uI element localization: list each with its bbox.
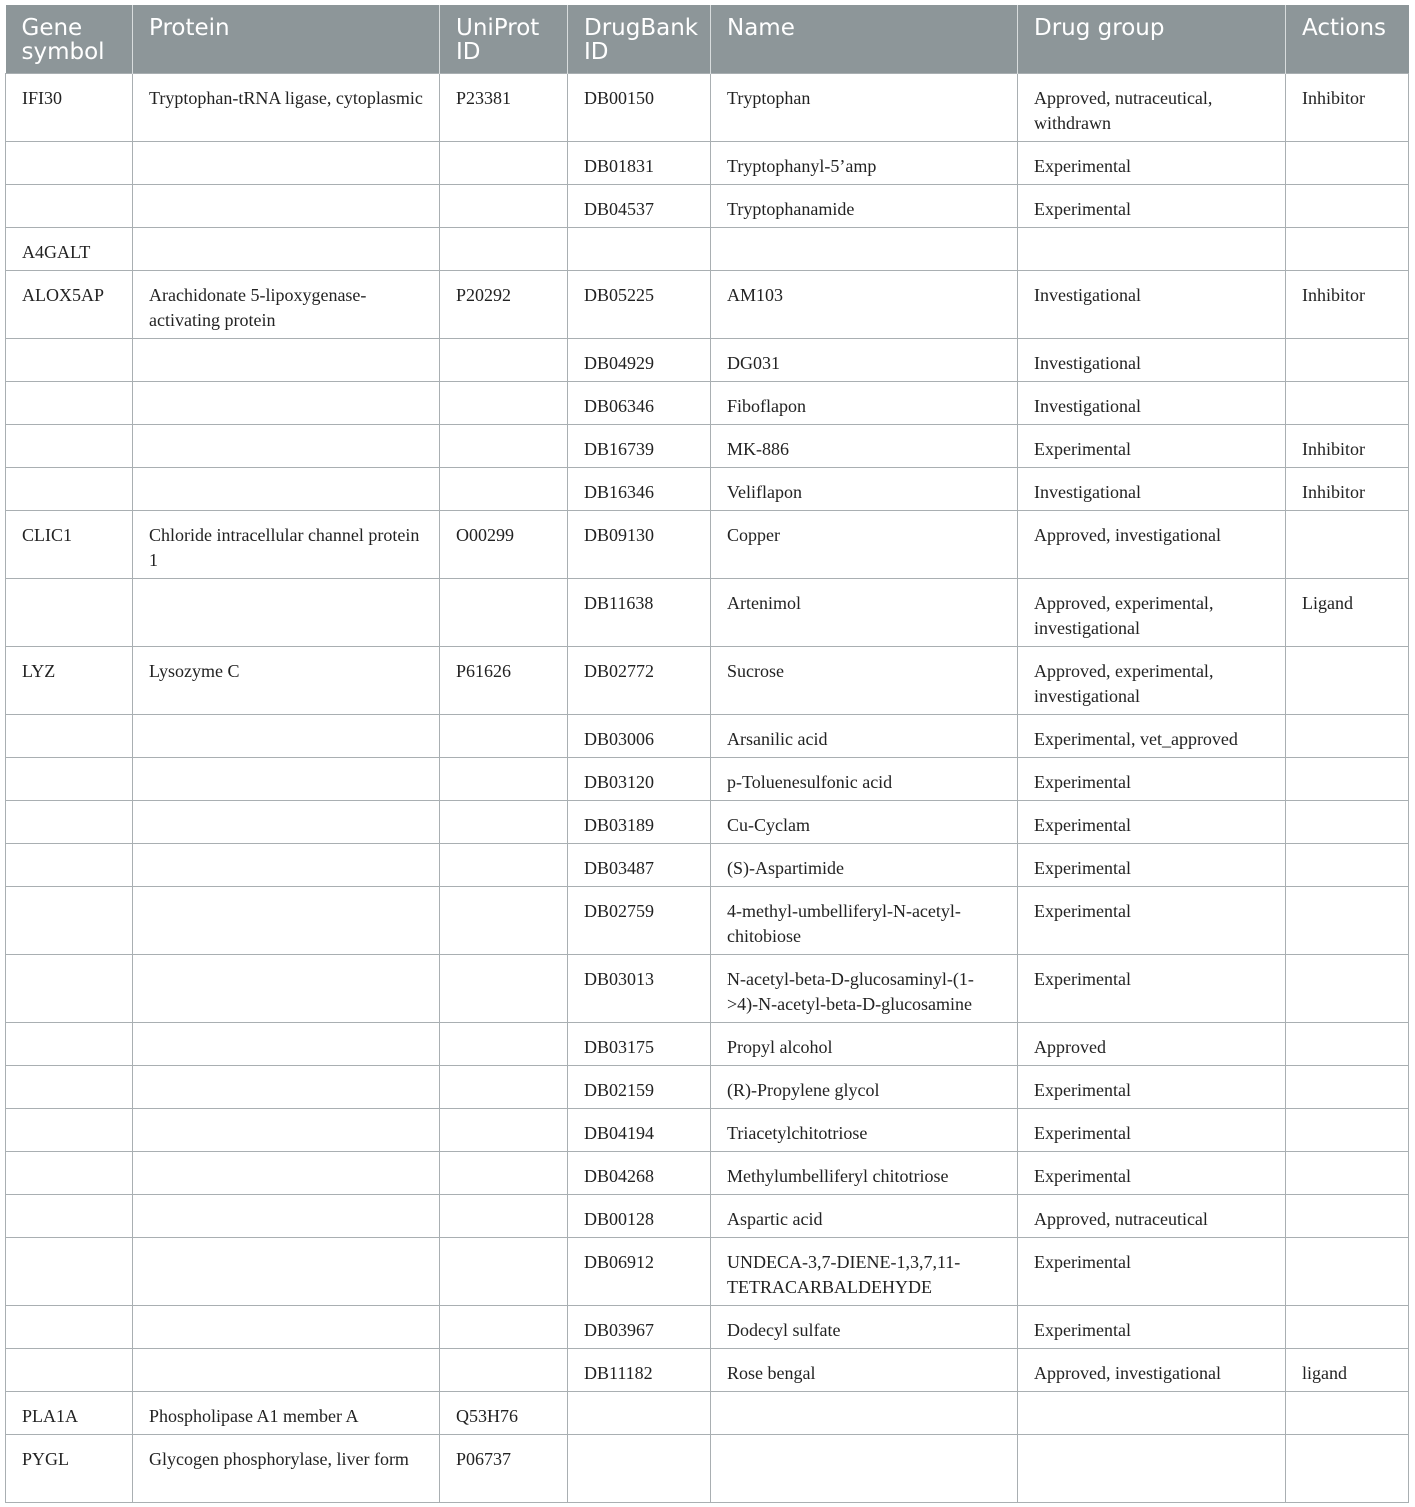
protein-cell: Glycogen phosphorylase, liver form: [133, 1435, 440, 1503]
uniprot-id-cell: P61626: [440, 647, 568, 715]
drug-group-cell: Experimental: [1018, 758, 1286, 801]
action-cell: [1286, 1023, 1409, 1066]
gene-symbol-cell: LYZ: [6, 647, 133, 715]
table-row: [6, 425, 1409, 468]
protein-cell: [133, 1066, 440, 1109]
drug-name-cell: DG031: [711, 339, 1018, 382]
action-cell: [1286, 228, 1409, 271]
drugbank-id-cell: DB16346: [568, 468, 711, 511]
protein-cell: [133, 887, 440, 955]
table-row: [6, 271, 1409, 339]
action-cell: [1286, 1109, 1409, 1152]
uniprot-id-cell: Q53H76: [440, 1392, 568, 1435]
uniprot-id-cell: [440, 185, 568, 228]
drug-group-cell: Experimental, vet_approved: [1018, 715, 1286, 758]
protein-cell: Phospholipase A1 member A: [133, 1392, 440, 1435]
drug-group-cell: [1018, 1435, 1286, 1503]
drugbank-id-cell: DB03006: [568, 715, 711, 758]
protein-cell: [133, 382, 440, 425]
table-row: [6, 468, 1409, 511]
action-cell: Ligand: [1286, 579, 1409, 647]
action-cell: [1286, 887, 1409, 955]
drugbank-id-cell: DB11638: [568, 579, 711, 647]
gene-symbol-cell: [6, 887, 133, 955]
drug-group-cell: [1018, 1392, 1286, 1435]
uniprot-id-cell: [440, 339, 568, 382]
table-body: [6, 74, 1409, 1503]
drug-name-cell: Veliflapon: [711, 468, 1018, 511]
uniprot-id-cell: [440, 1023, 568, 1066]
drug-name-cell: p-Toluenesulfonic acid: [711, 758, 1018, 801]
table-row: [6, 887, 1409, 955]
drugbank-id-cell: DB16739: [568, 425, 711, 468]
action-cell: [1286, 1195, 1409, 1238]
action-cell: [1286, 715, 1409, 758]
drug-name-cell: Fiboflapon: [711, 382, 1018, 425]
drug-group-cell: Investigational: [1018, 271, 1286, 339]
drug-group-cell: Approved, nutraceutical: [1018, 1195, 1286, 1238]
gene-symbol-cell: [6, 468, 133, 511]
table-row: [6, 511, 1409, 579]
action-cell: [1286, 142, 1409, 185]
gene-symbol-cell: [6, 1023, 133, 1066]
header-name: Name: [711, 5, 1018, 74]
drug-name-cell: Tryptophan: [711, 74, 1018, 142]
drugbank-id-cell: DB11182: [568, 1349, 711, 1392]
drugbank-id-cell: DB04929: [568, 339, 711, 382]
drugbank-id-cell: DB01831: [568, 142, 711, 185]
gene-symbol-cell: [6, 1066, 133, 1109]
drug-group-cell: Investigational: [1018, 339, 1286, 382]
gene-symbol-cell: PLA1A: [6, 1392, 133, 1435]
protein-cell: [133, 844, 440, 887]
gene-symbol-cell: [6, 579, 133, 647]
table-row: [6, 758, 1409, 801]
gene-symbol-cell: [6, 1306, 133, 1349]
drugbank-id-cell: DB03487: [568, 844, 711, 887]
drug-group-cell: Experimental: [1018, 844, 1286, 887]
action-cell: [1286, 185, 1409, 228]
gene-symbol-cell: ALOX5AP: [6, 271, 133, 339]
protein-cell: [133, 185, 440, 228]
protein-cell: [133, 1238, 440, 1306]
drug-name-cell: AM103: [711, 271, 1018, 339]
drugbank-id-cell: DB04268: [568, 1152, 711, 1195]
header-drugbank-id: DrugBank ID: [568, 5, 711, 74]
drug-name-cell: Copper: [711, 511, 1018, 579]
protein-cell: [133, 1152, 440, 1195]
drug-group-cell: Experimental: [1018, 1152, 1286, 1195]
action-cell: Inhibitor: [1286, 468, 1409, 511]
table-row: [6, 1152, 1409, 1195]
uniprot-id-cell: [440, 1238, 568, 1306]
gene-symbol-cell: [6, 382, 133, 425]
drugbank-id-cell: DB03189: [568, 801, 711, 844]
drug-name-cell: UNDECA-3,7-DIENE-1,3,7,11-TETRACARBALDEHYDE: [711, 1238, 1018, 1306]
uniprot-id-cell: P23381: [440, 74, 568, 142]
gene-symbol-cell: [6, 1238, 133, 1306]
gene-symbol-cell: [6, 1195, 133, 1238]
action-cell: [1286, 339, 1409, 382]
table-row: [6, 1195, 1409, 1238]
action-cell: Inhibitor: [1286, 271, 1409, 339]
gene-symbol-cell: [6, 185, 133, 228]
table-row: [6, 382, 1409, 425]
drugbank-id-cell: DB03967: [568, 1306, 711, 1349]
uniprot-id-cell: [440, 1066, 568, 1109]
table-row: [6, 142, 1409, 185]
drug-name-cell: Rose bengal: [711, 1349, 1018, 1392]
uniprot-id-cell: [440, 1306, 568, 1349]
protein-cell: [133, 142, 440, 185]
action-cell: [1286, 758, 1409, 801]
uniprot-id-cell: [440, 1109, 568, 1152]
drug-group-cell: Experimental: [1018, 142, 1286, 185]
protein-cell: [133, 801, 440, 844]
drug-name-cell: N-acetyl-beta-D-glucosaminyl-(1->4)-N-acetyl-beta-D-glucosamine: [711, 955, 1018, 1023]
protein-cell: [133, 339, 440, 382]
protein-cell: Chloride intracellular channel protein 1: [133, 511, 440, 579]
drug-name-cell: Methylumbelliferyl chitotriose: [711, 1152, 1018, 1195]
drugbank-id-cell: DB00128: [568, 1195, 711, 1238]
action-cell: [1286, 511, 1409, 579]
header-actions: Actions: [1286, 5, 1409, 74]
drug-group-cell: Experimental: [1018, 801, 1286, 844]
uniprot-id-cell: [440, 228, 568, 271]
table-row: [6, 579, 1409, 647]
table-row: [6, 1435, 1409, 1503]
gene-symbol-cell: [6, 339, 133, 382]
action-cell: [1286, 1435, 1409, 1503]
uniprot-id-cell: [440, 955, 568, 1023]
table-row: [6, 1238, 1409, 1306]
drug-name-cell: (R)-Propylene glycol: [711, 1066, 1018, 1109]
drug-group-cell: Experimental: [1018, 425, 1286, 468]
gene-symbol-cell: [6, 1109, 133, 1152]
action-cell: Inhibitor: [1286, 425, 1409, 468]
drug-name-cell: Arsanilic acid: [711, 715, 1018, 758]
gene-symbol-cell: [6, 1349, 133, 1392]
protein-cell: [133, 758, 440, 801]
gene-symbol-cell: [6, 758, 133, 801]
table-row: [6, 1306, 1409, 1349]
drugbank-id-cell: DB04194: [568, 1109, 711, 1152]
protein-cell: [133, 579, 440, 647]
uniprot-id-cell: [440, 887, 568, 955]
action-cell: [1286, 1238, 1409, 1306]
protein-cell: Lysozyme C: [133, 647, 440, 715]
header-uniprot-id: UniProt ID: [440, 5, 568, 74]
action-cell: [1286, 801, 1409, 844]
protein-cell: [133, 1109, 440, 1152]
drug-group-cell: Experimental: [1018, 955, 1286, 1023]
table-row: [6, 1392, 1409, 1435]
drugbank-id-cell: DB05225: [568, 271, 711, 339]
gene-symbol-cell: [6, 955, 133, 1023]
gene-symbol-cell: A4GALT: [6, 228, 133, 271]
drugbank-id-cell: DB06346: [568, 382, 711, 425]
drug-group-cell: Approved, experimental, investigational: [1018, 647, 1286, 715]
drugbank-id-cell: [568, 1435, 711, 1503]
action-cell: [1286, 1152, 1409, 1195]
drug-group-cell: [1018, 228, 1286, 271]
gene-symbol-cell: [6, 425, 133, 468]
table-row: [6, 801, 1409, 844]
drugbank-id-cell: DB03013: [568, 955, 711, 1023]
uniprot-id-cell: [440, 1349, 568, 1392]
uniprot-id-cell: [440, 382, 568, 425]
uniprot-id-cell: [440, 425, 568, 468]
table-row: [6, 715, 1409, 758]
drug-name-cell: Propyl alcohol: [711, 1023, 1018, 1066]
uniprot-id-cell: [440, 579, 568, 647]
table-row: [6, 647, 1409, 715]
drug-name-cell: Artenimol: [711, 579, 1018, 647]
drug-target-table: [5, 5, 1409, 1503]
drug-group-cell: Experimental: [1018, 1109, 1286, 1152]
drug-group-cell: Approved, experimental, investigational: [1018, 579, 1286, 647]
table-row: [6, 74, 1409, 142]
drug-group-cell: Investigational: [1018, 382, 1286, 425]
table-row: [6, 955, 1409, 1023]
action-cell: [1286, 955, 1409, 1023]
drug-name-cell: Tryptophanamide: [711, 185, 1018, 228]
protein-cell: Tryptophan-tRNA ligase, cytoplasmic: [133, 74, 440, 142]
drugbank-id-cell: DB02772: [568, 647, 711, 715]
gene-symbol-cell: PYGL: [6, 1435, 133, 1503]
drugbank-id-cell: DB09130: [568, 511, 711, 579]
action-cell: [1286, 1066, 1409, 1109]
protein-cell: [133, 955, 440, 1023]
gene-symbol-cell: CLIC1: [6, 511, 133, 579]
drug-name-cell: [711, 228, 1018, 271]
drugbank-id-cell: DB03175: [568, 1023, 711, 1066]
drug-name-cell: Tryptophanyl-5’amp: [711, 142, 1018, 185]
drug-name-cell: [711, 1435, 1018, 1503]
drug-group-cell: Experimental: [1018, 1306, 1286, 1349]
protein-cell: [133, 1195, 440, 1238]
action-cell: [1286, 1392, 1409, 1435]
drug-name-cell: Cu-Cyclam: [711, 801, 1018, 844]
header-gene-symbol: Gene symbol: [6, 5, 133, 74]
drug-group-cell: Experimental: [1018, 185, 1286, 228]
uniprot-id-cell: [440, 468, 568, 511]
action-cell: ligand: [1286, 1349, 1409, 1392]
drug-group-cell: Experimental: [1018, 887, 1286, 955]
protein-cell: [133, 425, 440, 468]
protein-cell: [133, 715, 440, 758]
action-cell: [1286, 647, 1409, 715]
drug-group-cell: Approved, investigational: [1018, 511, 1286, 579]
table-row: [6, 185, 1409, 228]
uniprot-id-cell: [440, 715, 568, 758]
drug-name-cell: MK-886: [711, 425, 1018, 468]
table-row: [6, 1023, 1409, 1066]
table-row: [6, 844, 1409, 887]
drug-group-cell: Approved: [1018, 1023, 1286, 1066]
uniprot-id-cell: P20292: [440, 271, 568, 339]
gene-symbol-cell: [6, 844, 133, 887]
drugbank-id-cell: DB04537: [568, 185, 711, 228]
drugbank-id-cell: [568, 1392, 711, 1435]
table-header: [6, 5, 1409, 74]
drugbank-id-cell: DB06912: [568, 1238, 711, 1306]
action-cell: Inhibitor: [1286, 74, 1409, 142]
uniprot-id-cell: [440, 758, 568, 801]
uniprot-id-cell: O00299: [440, 511, 568, 579]
drugbank-id-cell: DB02159: [568, 1066, 711, 1109]
gene-symbol-cell: [6, 801, 133, 844]
header-drug-group: Drug group: [1018, 5, 1286, 74]
table-row: [6, 339, 1409, 382]
header-protein: Protein: [133, 5, 440, 74]
protein-cell: [133, 1023, 440, 1066]
action-cell: [1286, 1306, 1409, 1349]
drugbank-id-cell: [568, 228, 711, 271]
uniprot-id-cell: [440, 142, 568, 185]
uniprot-id-cell: [440, 1152, 568, 1195]
table-row: [6, 1109, 1409, 1152]
protein-cell: [133, 228, 440, 271]
gene-symbol-cell: [6, 142, 133, 185]
drugbank-id-cell: DB02759: [568, 887, 711, 955]
gene-symbol-cell: IFI30: [6, 74, 133, 142]
protein-cell: [133, 468, 440, 511]
drug-name-cell: Sucrose: [711, 647, 1018, 715]
action-cell: [1286, 382, 1409, 425]
table-row: [6, 1066, 1409, 1109]
drug-group-cell: Experimental: [1018, 1238, 1286, 1306]
drug-group-cell: Approved, investigational: [1018, 1349, 1286, 1392]
protein-cell: [133, 1349, 440, 1392]
table-row: [6, 228, 1409, 271]
drug-name-cell: Aspartic acid: [711, 1195, 1018, 1238]
drug-name-cell: 4-methyl-umbelliferyl-N-acetyl-chitobiose: [711, 887, 1018, 955]
gene-symbol-cell: [6, 1152, 133, 1195]
uniprot-id-cell: [440, 844, 568, 887]
uniprot-id-cell: [440, 1195, 568, 1238]
drug-group-cell: Investigational: [1018, 468, 1286, 511]
drug-name-cell: [711, 1392, 1018, 1435]
protein-cell: Arachidonate 5-lipoxygenase-activating protein: [133, 271, 440, 339]
protein-cell: [133, 1306, 440, 1349]
action-cell: [1286, 844, 1409, 887]
uniprot-id-cell: P06737: [440, 1435, 568, 1503]
drug-group-cell: Approved, nutraceutical, withdrawn: [1018, 74, 1286, 142]
drugbank-id-cell: DB00150: [568, 74, 711, 142]
drug-name-cell: Triacetylchitotriose: [711, 1109, 1018, 1152]
table-row: [6, 1349, 1409, 1392]
drugbank-id-cell: DB03120: [568, 758, 711, 801]
drug-name-cell: Dodecyl sulfate: [711, 1306, 1018, 1349]
uniprot-id-cell: [440, 801, 568, 844]
gene-symbol-cell: [6, 715, 133, 758]
drug-name-cell: (S)-Aspartimide: [711, 844, 1018, 887]
drug-group-cell: Experimental: [1018, 1066, 1286, 1109]
